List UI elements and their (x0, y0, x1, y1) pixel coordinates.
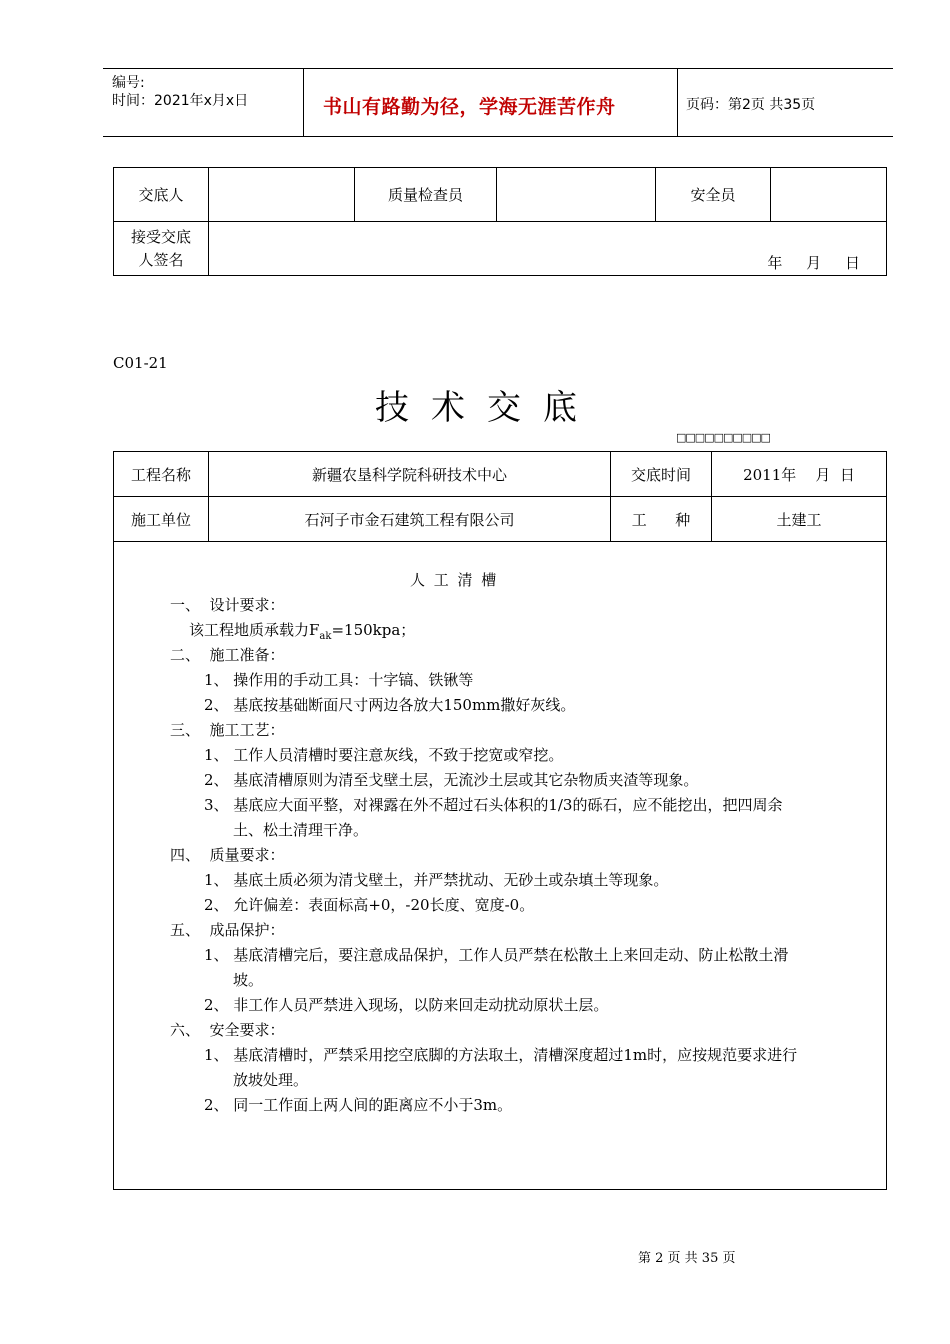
discloser-label: 交底人 (114, 168, 209, 222)
section-1-text-b: =150kpa； (331, 621, 416, 639)
section-3-item-1: 1、 工作人员清槽时要注意灰线，不致于挖宽或窄挖。 (204, 746, 564, 764)
construction-unit-label: 施工单位 (114, 497, 209, 542)
boxed-placeholder: □□□□□□□□□□ (676, 431, 770, 444)
section-3-item-2: 2、 基底清槽原则为清至戈壁土层，无流沙土层或其它杂物质夹渣等现象。 (204, 771, 699, 789)
header-motto: 书山有路勤为径，学海无涯苦作舟 (323, 96, 616, 118)
page-footer: 第 2 页 共 35 页 (638, 1251, 736, 1266)
header-divider-left (303, 69, 304, 136)
section-2-item-2: 2、 基底按基础断面尺寸两边各放大150mm撒好灰线。 (204, 696, 576, 714)
section-2-heading: 二、 施工准备： (170, 646, 285, 664)
page-title: 技术交底 (375, 388, 599, 428)
quality-inspector-label: 质量检查员 (355, 168, 497, 222)
receiver-signature-label (114, 222, 209, 276)
project-name-value: 新疆农垦科学院科研技术中心 (209, 452, 611, 497)
project-name-label: 工程名称 (114, 452, 209, 497)
section-4-item-1: 1、 基底土质必须为清戈壁土，并严禁扰动、无砂土或杂填土等现象。 (204, 871, 669, 889)
safety-officer-label: 安全员 (656, 168, 771, 222)
section-3-heading: 三、 施工工艺： (170, 721, 285, 739)
section-1-text-a: 该工程地质承载力F (189, 621, 320, 639)
header-top-rule (103, 68, 893, 69)
receiver-label-line-2: 人签名 (138, 250, 184, 269)
section-6-item-2: 2、 同一工作面上两人间的距离应不小于3m。 (204, 1096, 513, 1114)
content-heading: 人 工 清 槽 (410, 571, 499, 589)
section-3-item-3-line-2: 土、松土清理干净。 (233, 821, 369, 839)
section-6-item-1-line-2: 放坡处理。 (233, 1071, 309, 1089)
header-bottom-rule (103, 136, 893, 137)
trade-value: 土建工 (712, 497, 887, 542)
receiver-label-line-1: 接受交底 (130, 227, 191, 246)
receiver-signature-cell[interactable] (209, 222, 887, 276)
section-1-subscript: ak (319, 631, 332, 642)
signature-date-placeholder: 年 月 日 (767, 254, 860, 272)
header-time: 时间：2021年x月x日 (112, 93, 249, 109)
section-4-item-2: 2、 允许偏差：表面标高+0，-20长度、宽度-0。 (204, 896, 535, 914)
section-4-heading: 四、 质量要求： (170, 846, 285, 864)
section-6-item-1-line-1: 1、 基底清槽时，严禁采用挖空底脚的方法取土，清槽深度超过1m时，应按规范要求进行 (204, 1046, 798, 1064)
section-6-heading: 六、 安全要求： (170, 1021, 285, 1039)
section-5-item-1-line-1: 1、 基底清槽完后，要注意成品保护，工作人员严禁在松散土上来回走动、防止松散土滑 (204, 946, 789, 964)
quality-inspector-cell[interactable] (497, 168, 656, 222)
construction-unit-value: 石河子市金石建筑工程有限公司 (209, 497, 611, 542)
section-2-item-1: 1、 操作用的手动工具：十字镐、铁锹等 (204, 671, 474, 689)
document-code: C01-21 (113, 354, 168, 372)
discloser-cell[interactable] (209, 168, 355, 222)
section-5-item-1-line-2: 坡。 (233, 971, 264, 989)
section-5-item-2: 2、 非工作人员严禁进入现场，以防来回走动扰动原状土层。 (204, 996, 609, 1014)
project-info-table (113, 451, 887, 542)
header-page-number: 页码：第2页 共35页 (686, 97, 816, 113)
header-number-label: 编号: (112, 75, 145, 91)
disclosure-time-label: 交底时间 (611, 452, 712, 497)
trade-label: 工 种 (611, 497, 712, 542)
disclosure-time-value: 2011年 月 日 (712, 452, 887, 497)
section-3-item-3-line-1: 3、 基底应大面平整，对裸露在外不超过石头体积的1/3的砾石，应不能挖出，把四周余 (204, 796, 783, 814)
section-1-heading: 一、 设计要求： (170, 596, 285, 614)
signoff-table (113, 167, 887, 276)
safety-officer-cell[interactable] (771, 168, 887, 222)
section-5-heading: 五、 成品保护： (170, 921, 285, 939)
header-divider-right (677, 69, 678, 136)
